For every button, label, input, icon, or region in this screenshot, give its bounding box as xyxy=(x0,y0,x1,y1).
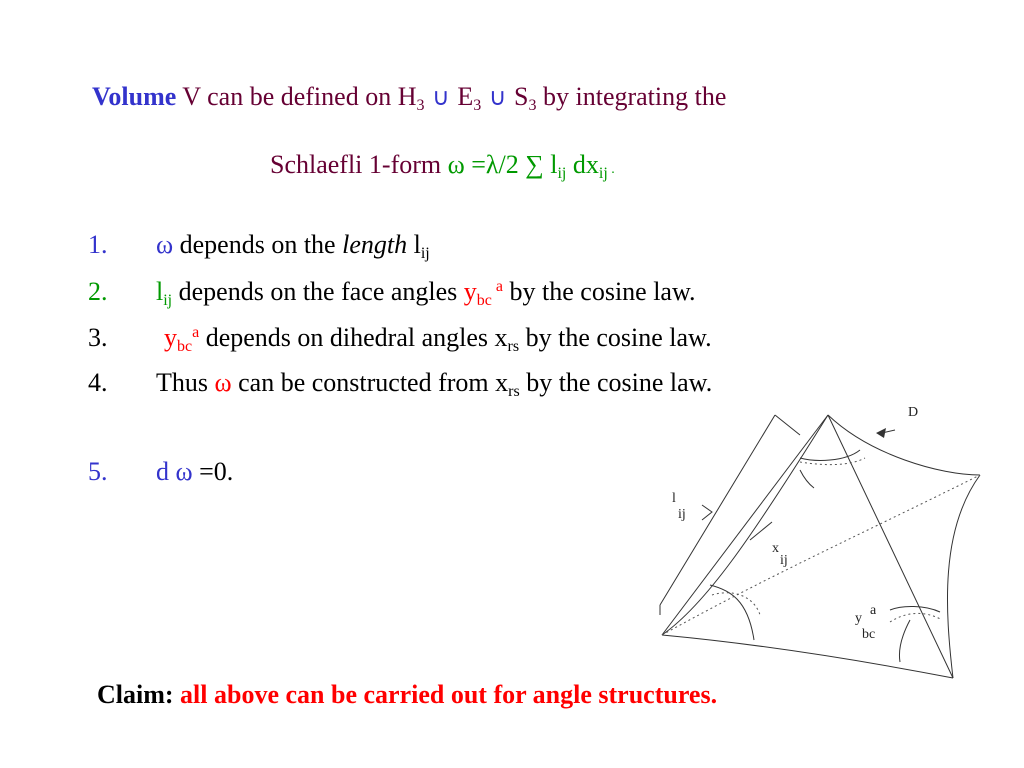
title-line-2 xyxy=(270,150,615,182)
item-4-omega: ω xyxy=(214,368,232,397)
item-3-number: 3. xyxy=(88,323,108,352)
sheet-fold xyxy=(775,415,800,435)
label-x: x xyxy=(772,541,779,556)
diagram-dotted xyxy=(662,458,980,635)
item-3-text xyxy=(164,323,712,355)
item-1-l: l xyxy=(407,230,421,259)
item-3-y-sub: bc xyxy=(177,338,193,355)
dotted-bottom-right xyxy=(890,613,942,622)
formula-sub-dx: ij xyxy=(598,165,608,182)
title-text-3: S xyxy=(514,82,529,111)
item-4-text xyxy=(156,368,713,400)
edge-inner-left xyxy=(662,415,828,635)
item-1-plain: depends on the xyxy=(173,230,343,259)
item-2-y-sub: bc xyxy=(476,292,492,309)
diagram-edges xyxy=(660,415,980,678)
schlaefli-formula: ω =λ/2 ∑ l xyxy=(447,150,558,179)
title-sub-e: 3 xyxy=(473,97,482,114)
label-y: y xyxy=(855,611,862,626)
item-2-number: 2. xyxy=(88,277,108,306)
label-D: D xyxy=(908,405,919,420)
item-5-number: 5. xyxy=(88,457,108,486)
item-4-x-sub: rs xyxy=(508,383,520,400)
title-sub-h: 3 xyxy=(416,97,425,114)
item-1-sub: ij xyxy=(420,245,430,262)
title-text-1: V can be defined on H xyxy=(176,82,417,111)
union-symbol-1: ∪ xyxy=(424,83,458,111)
union-symbol-2: ∪ xyxy=(481,83,515,111)
lij-marker xyxy=(702,505,712,520)
dotted-diagonal xyxy=(662,475,980,635)
label-l-sub: ij xyxy=(678,507,686,522)
title-volume-word: Volume xyxy=(92,82,177,111)
formula-sub-l: ij xyxy=(557,165,567,182)
item-3-tail: by the cosine law. xyxy=(519,323,712,352)
item-3-y: y xyxy=(164,323,177,352)
item-1-number: 1. xyxy=(88,230,108,259)
item-2-tail: by the cosine law. xyxy=(503,277,696,306)
item-2-l-sub: ij xyxy=(163,292,173,309)
formula-period: . xyxy=(607,162,615,177)
item-2-y-sup: a xyxy=(491,278,504,295)
label-l: l xyxy=(672,491,676,506)
item-3-plain: depends on dihedral angles x xyxy=(199,323,508,352)
arc-top xyxy=(800,450,860,460)
item-2-l: l xyxy=(156,277,164,306)
item-4-number: 4. xyxy=(88,368,108,397)
item-2-y: y xyxy=(463,277,477,306)
schlaefli-text: Schlaefli 1-form xyxy=(270,150,448,179)
edge-right xyxy=(947,475,980,678)
arc-top-left xyxy=(800,470,814,488)
hyperbolic-tetrahedron-diagram xyxy=(650,400,990,690)
edge-top-right xyxy=(828,415,980,475)
item-2-plain: depends on the face angles xyxy=(172,277,464,306)
formula-dx: dx xyxy=(566,150,599,179)
item-1-italic: length xyxy=(342,230,408,259)
item-2-text xyxy=(156,277,696,309)
label-y-sup: a xyxy=(870,603,877,618)
claim-text: all above can be carried out for angle structures. xyxy=(173,680,718,709)
item-4-tail: by the cosine law. xyxy=(519,368,713,397)
arc-bottom-right-2 xyxy=(899,620,910,662)
label-x-sub: ij xyxy=(780,553,788,568)
d-arrow-head xyxy=(876,428,886,438)
title-text-2: E xyxy=(457,82,474,111)
item-4-thus: Thus xyxy=(156,368,215,397)
arc-bottom-right xyxy=(890,606,940,612)
item-4-plain: can be constructed from x xyxy=(231,368,509,397)
item-3-x-sub: rs xyxy=(507,338,520,355)
item-5-domega: d ω xyxy=(156,457,200,486)
item-3-y-sup: a xyxy=(192,324,200,341)
label-y-sub: bc xyxy=(862,627,876,642)
title-sub-s: 3 xyxy=(528,97,537,114)
item-5-text xyxy=(156,459,233,485)
dotted-top xyxy=(800,458,865,465)
claim-line xyxy=(97,682,717,708)
item-5-zero: =0. xyxy=(199,457,234,486)
title-line-1 xyxy=(92,82,727,114)
claim-label: Claim: xyxy=(97,680,174,709)
item-1-text xyxy=(156,230,430,262)
title-text-4: by integrating the xyxy=(536,82,727,111)
omega-symbol: ω xyxy=(156,230,174,259)
edge-bottom xyxy=(662,635,953,678)
